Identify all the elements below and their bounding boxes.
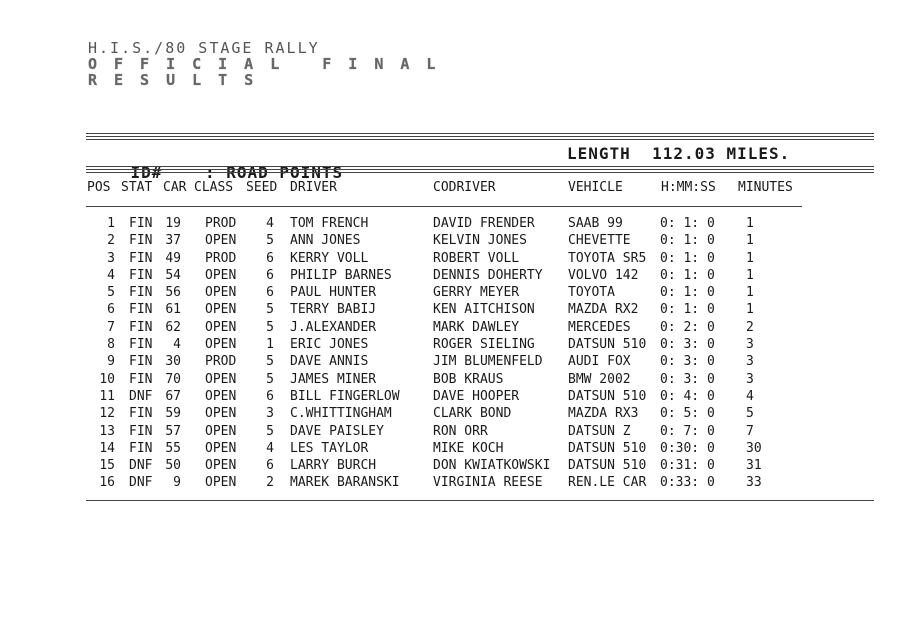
cell-car: 4 [173, 337, 181, 353]
cell-stat: FIN [129, 302, 153, 318]
cell-pos: 5 [107, 285, 115, 301]
cell-time: 0: 3: 0 [660, 371, 715, 387]
col-driver: DRIVER [290, 180, 337, 195]
table-row [87, 250, 807, 267]
cell-seed: 2 [266, 475, 274, 491]
cell-minutes: 3 [746, 371, 754, 387]
cell-pos: 13 [99, 423, 115, 439]
cell-class: OPEN [205, 319, 237, 335]
bottom-rule [86, 500, 874, 501]
col-time: H:MM:SS [661, 180, 716, 195]
cell-codriver: KEN AITCHISON [433, 302, 535, 318]
results-table [87, 215, 807, 492]
cell-codriver: DAVE HOOPER [433, 388, 520, 404]
cell-stat: FIN [129, 371, 153, 387]
cell-class: OPEN [205, 371, 237, 387]
cell-class: PROD [205, 354, 237, 370]
cell-driver: J.ALEXANDER [290, 319, 377, 335]
cell-vehicle: DATSUN 510 [568, 458, 647, 474]
table-row [87, 371, 807, 388]
cell-class: OPEN [205, 388, 237, 404]
cell-class: OPEN [205, 423, 237, 439]
cell-stat: FIN [129, 440, 153, 456]
cell-time: 0: 3: 0 [660, 337, 715, 353]
cell-class: PROD [205, 216, 237, 231]
cell-seed: 4 [266, 440, 274, 456]
cell-driver: LARRY BURCH [290, 458, 377, 474]
cell-time: 0:33: 0 [660, 475, 715, 491]
cell-pos: 2 [107, 233, 115, 249]
cell-seed: 6 [266, 267, 274, 283]
cell-time: 0: 2: 0 [660, 319, 715, 335]
cell-class: OPEN [205, 406, 237, 422]
cell-car: 59 [165, 406, 181, 422]
cell-pos: 8 [107, 337, 115, 353]
cell-class: OPEN [205, 285, 237, 301]
cell-class: OPEN [205, 337, 237, 353]
cell-driver: C.WHITTINGHAM [290, 406, 392, 422]
col-codriver: CODRIVER [433, 180, 496, 195]
cell-car: 55 [165, 440, 181, 456]
cell-driver: PAUL HUNTER [290, 285, 377, 301]
cell-minutes: 33 [746, 475, 762, 491]
cell-seed: 4 [266, 216, 274, 231]
cell-stat: FIN [129, 250, 153, 266]
stage-id-label: ID# : ROAD POINTS [130, 163, 344, 182]
cell-vehicle: MAZDA RX3 [568, 406, 639, 422]
cell-seed: 6 [266, 458, 274, 474]
cell-minutes: 4 [746, 388, 754, 404]
cell-codriver: MIKE KOCH [433, 440, 504, 456]
cell-car: 70 [165, 371, 181, 387]
cell-minutes: 31 [746, 458, 762, 474]
cell-driver: PHILIP BARNES [290, 267, 392, 283]
cell-car: 61 [165, 302, 181, 318]
cell-seed: 5 [266, 302, 274, 318]
cell-car: 56 [165, 285, 181, 301]
cell-vehicle: VOLVO 142 [568, 267, 639, 283]
cell-pos: 11 [99, 388, 115, 404]
cell-time: 0: 3: 0 [660, 354, 715, 370]
cell-driver: MAREK BARANSKI [290, 475, 400, 491]
cell-vehicle: MAZDA RX2 [568, 302, 639, 318]
cell-stat: FIN [129, 337, 153, 353]
top-rule-thin [86, 139, 874, 140]
cell-codriver: GERRY MEYER [433, 285, 520, 301]
cell-car: 50 [165, 458, 181, 474]
cell-car: 30 [165, 354, 181, 370]
cell-driver: JAMES MINER [290, 371, 377, 387]
col-minutes: MINUTES [738, 180, 793, 195]
cell-time: 0: 1: 0 [660, 250, 715, 266]
cell-codriver: DAVID FRENDER [433, 216, 535, 231]
cell-class: OPEN [205, 302, 237, 318]
cell-vehicle: MERCEDES [568, 319, 631, 335]
cell-pos: 10 [99, 371, 115, 387]
cell-class: OPEN [205, 458, 237, 474]
cell-stat: FIN [129, 406, 153, 422]
cell-pos: 15 [99, 458, 115, 474]
results-heading: RESULTS [88, 71, 271, 89]
cell-pos: 1 [107, 216, 115, 231]
cell-stat: DNF [129, 458, 153, 474]
col-stat: STAT [121, 180, 153, 195]
cell-minutes: 2 [746, 319, 754, 335]
cell-codriver: ROGER SIELING [433, 337, 535, 353]
cell-vehicle: DATSUN 510 [568, 388, 647, 404]
cell-stat: FIN [129, 354, 153, 370]
cell-seed: 5 [266, 371, 274, 387]
cell-pos: 3 [107, 250, 115, 266]
cell-driver: ERIC JONES [290, 337, 369, 353]
cell-seed: 6 [266, 388, 274, 404]
cell-minutes: 3 [746, 354, 754, 370]
cell-pos: 14 [99, 440, 115, 456]
cell-seed: 5 [266, 423, 274, 439]
cell-time: 0: 1: 0 [660, 302, 715, 318]
cell-time: 0: 1: 0 [660, 233, 715, 249]
cell-driver: LES TAYLOR [290, 440, 369, 456]
col-pos: POS [87, 180, 111, 195]
cell-seed: 1 [266, 337, 274, 353]
cell-class: OPEN [205, 475, 237, 491]
cell-time: 0: 7: 0 [660, 423, 715, 439]
cell-stat: FIN [129, 423, 153, 439]
table-row [87, 232, 807, 249]
cell-codriver: MARK DAWLEY [433, 319, 520, 335]
cell-class: OPEN [205, 440, 237, 456]
cell-minutes: 1 [746, 267, 754, 283]
cell-minutes: 5 [746, 406, 754, 422]
cell-stat: FIN [129, 319, 153, 335]
table-row [87, 353, 807, 370]
cell-minutes: 1 [746, 302, 754, 318]
cell-car: 67 [165, 388, 181, 404]
title-rule-thin [86, 172, 874, 173]
cell-time: 0: 4: 0 [660, 388, 715, 404]
cell-class: OPEN [205, 267, 237, 283]
cell-vehicle: TOYOTA SR5 [568, 250, 647, 266]
top-rule [86, 133, 874, 137]
cell-stat: FIN [129, 233, 153, 249]
cell-class: OPEN [205, 233, 237, 249]
cell-stat: DNF [129, 475, 153, 491]
cell-car: 62 [165, 319, 181, 335]
cell-car: 54 [165, 267, 181, 283]
header-underline [86, 206, 802, 207]
cell-codriver: RON ORR [433, 423, 488, 439]
cell-driver: TOM FRENCH [290, 216, 369, 231]
cell-minutes: 1 [746, 233, 754, 249]
cell-class: PROD [205, 250, 237, 266]
table-row [87, 319, 807, 336]
cell-pos: 16 [99, 475, 115, 491]
cell-minutes: 1 [746, 285, 754, 301]
cell-codriver: JIM BLUMENFELD [433, 354, 543, 370]
table-row [87, 423, 807, 440]
table-row [87, 405, 807, 422]
cell-seed: 3 [266, 406, 274, 422]
cell-codriver: KELVIN JONES [433, 233, 527, 249]
cell-codriver: DENNIS DOHERTY [433, 267, 543, 283]
col-vehicle: VEHICLE [568, 180, 623, 195]
table-row [87, 336, 807, 353]
cell-time: 0:30: 0 [660, 440, 715, 456]
cell-vehicle: DATSUN 510 [568, 440, 647, 456]
cell-stat: FIN [129, 267, 153, 283]
cell-pos: 9 [107, 354, 115, 370]
cell-codriver: CLARK BOND [433, 406, 512, 422]
table-row [87, 284, 807, 301]
cell-time: 0: 5: 0 [660, 406, 715, 422]
table-row [87, 474, 807, 491]
cell-time: 0: 1: 0 [660, 267, 715, 283]
cell-vehicle: DATSUN 510 [568, 337, 647, 353]
cell-stat: FIN [129, 216, 153, 231]
cell-car: 9 [173, 475, 181, 491]
table-row [87, 457, 807, 474]
col-seed: SEED [246, 180, 278, 195]
cell-stat: DNF [129, 388, 153, 404]
cell-pos: 12 [99, 406, 115, 422]
document-header [88, 40, 452, 88]
cell-vehicle: AUDI FOX [568, 354, 631, 370]
col-car: CAR [163, 180, 187, 195]
cell-vehicle: REN.LE CAR [568, 475, 647, 491]
cell-driver: KERRY VOLL [290, 250, 369, 266]
cell-vehicle: SAAB 99 [568, 216, 623, 231]
cell-time: 0:31: 0 [660, 458, 715, 474]
stage-length: LENGTH 112.03 MILES. [567, 144, 791, 163]
cell-minutes: 1 [746, 216, 754, 231]
cell-pos: 6 [107, 302, 115, 318]
cell-seed: 6 [266, 250, 274, 266]
table-row [87, 301, 807, 318]
table-row [87, 440, 807, 457]
cell-car: 19 [165, 216, 181, 231]
cell-minutes: 7 [746, 423, 754, 439]
cell-time: 0: 1: 0 [660, 216, 715, 231]
cell-vehicle: CHEVETTE [568, 233, 631, 249]
cell-driver: ANN JONES [290, 233, 361, 249]
cell-driver: TERRY BABIJ [290, 302, 377, 318]
cell-driver: DAVE PAISLEY [290, 423, 384, 439]
col-class: CLASS [194, 180, 234, 195]
cell-minutes: 3 [746, 337, 754, 353]
cell-vehicle: TOYOTA [568, 285, 615, 301]
cell-pos: 7 [107, 319, 115, 335]
cell-car: 37 [165, 233, 181, 249]
cell-vehicle: BMW 2002 [568, 371, 631, 387]
cell-codriver: DON KWIATKOWSKI [433, 458, 551, 474]
cell-codriver: BOB KRAUS [433, 371, 504, 387]
cell-minutes: 1 [746, 250, 754, 266]
cell-vehicle: DATSUN Z [568, 423, 631, 439]
table-row [87, 267, 807, 284]
cell-pos: 4 [107, 267, 115, 283]
cell-seed: 5 [266, 354, 274, 370]
cell-seed: 5 [266, 319, 274, 335]
title-rule [86, 166, 874, 170]
cell-seed: 6 [266, 285, 274, 301]
rally-name: H.I.S./80 STAGE RALLY [88, 39, 320, 57]
cell-time: 0: 1: 0 [660, 285, 715, 301]
cell-driver: BILL FINGERLOW [290, 388, 400, 404]
cell-driver: DAVE ANNIS [290, 354, 369, 370]
cell-stat: FIN [129, 285, 153, 301]
official-final-heading: OFFICIAL FINAL [88, 55, 453, 73]
cell-car: 57 [165, 423, 181, 439]
cell-minutes: 30 [746, 440, 762, 456]
table-row [87, 215, 807, 232]
cell-codriver: VIRGINIA REESE [433, 475, 543, 491]
cell-seed: 5 [266, 233, 274, 249]
cell-car: 49 [165, 250, 181, 266]
table-row [87, 388, 807, 405]
cell-codriver: ROBERT VOLL [433, 250, 520, 266]
